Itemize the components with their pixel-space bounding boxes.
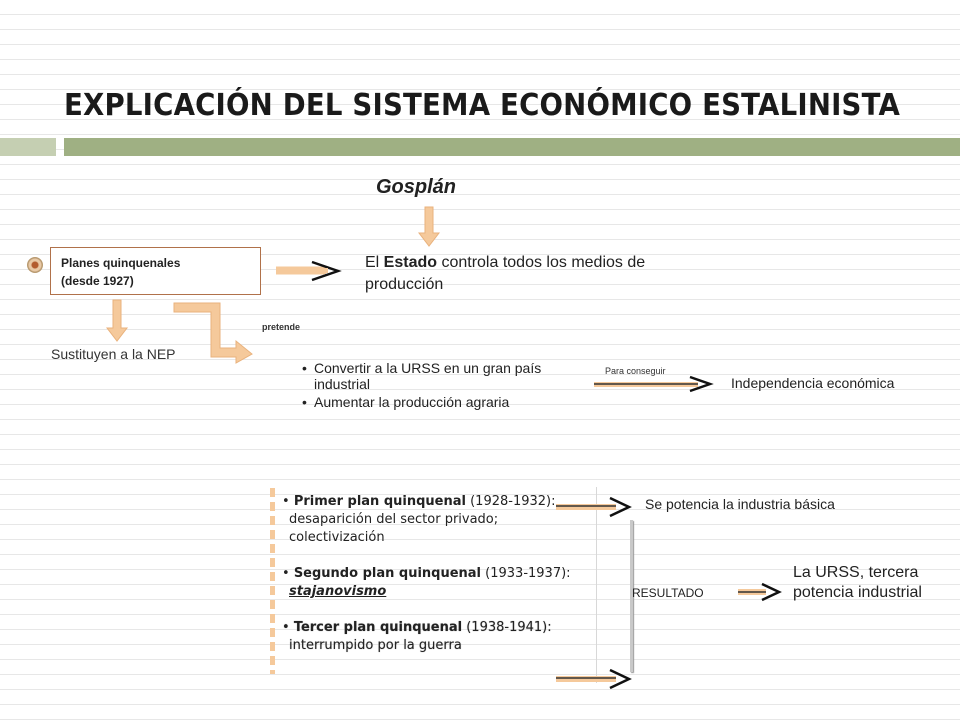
plan-detail: colectivización [289, 530, 385, 545]
right-arrow-icon [556, 670, 632, 692]
down-arrow-icon [418, 207, 440, 247]
right-arrow-icon [276, 262, 340, 282]
pretende-label: pretende [262, 322, 301, 332]
estado-bold: Estado [383, 254, 438, 271]
planes-box-line1: Planes quinquenales [61, 256, 181, 270]
bent-arrow-icon [174, 303, 254, 365]
plan-name: Primer plan quinquenal [293, 494, 466, 509]
plan-item-tercer: • Tercer plan quinquenal (1938-1941): interrumpido por la guerra [282, 619, 582, 655]
plan-name: Segundo plan quinquenal [293, 566, 482, 581]
goals-list [302, 360, 592, 412]
planes-box-line2: (desde 1927) [61, 274, 134, 288]
estado-rest: controla todos los medios de producción [365, 254, 646, 293]
potencia-industria-text: Se potencia la industria básica [645, 496, 835, 512]
plan-years: (1938-1941): [462, 620, 552, 635]
right-arrow-icon [594, 376, 714, 396]
slide-title: EXPLICACIÓN DEL SISTEMA ECONÓMICO ESTALINISTA [64, 88, 901, 123]
estado-controla-text [365, 252, 685, 296]
plan-name: Tercer plan quinquenal [293, 620, 463, 635]
estado-prefix: El [365, 254, 384, 271]
plan-item-primer: • Primer plan quinquenal (1928-1932): desaparición del sector privado; colectivización [282, 493, 582, 547]
independencia-text: Independencia económica [731, 375, 895, 391]
dashed-connector [270, 488, 275, 674]
title-bar-left [0, 138, 56, 156]
sustituyen-nep-text: Sustituyen a la NEP [51, 346, 176, 362]
para-conseguir-label: Para conseguir [605, 366, 666, 376]
urss-tercera-potencia-text: La URSS, tercera potencia industrial [793, 564, 922, 601]
plans-list [282, 493, 582, 673]
plan-years: (1928-1932): [465, 494, 556, 509]
goal-item: • Convertir a la URSS en un gran país industrial [302, 360, 592, 392]
gosplan-label: Gosplán [376, 176, 457, 198]
right-arrow-icon [556, 498, 632, 520]
plan-detail: stajanovismo [289, 584, 387, 599]
title-bar-right [64, 138, 960, 156]
down-arrow-icon [106, 300, 128, 342]
resultado-label: RESULTADO [632, 586, 704, 600]
plan-detail: desaparición del sector privado; [289, 512, 499, 527]
plan-years: (1933-1937): [481, 566, 571, 581]
planes-quinquenales-box [50, 247, 261, 295]
plan-item-segundo: • Segundo plan quinquenal (1933-1937): stajanovismo [282, 566, 571, 599]
plan-detail: interrumpido por la guerra [289, 638, 462, 653]
right-arrow-icon [738, 584, 782, 604]
circle-bullet-icon [27, 257, 43, 273]
goal-item: • Aumentar la producción agraria [302, 394, 592, 410]
